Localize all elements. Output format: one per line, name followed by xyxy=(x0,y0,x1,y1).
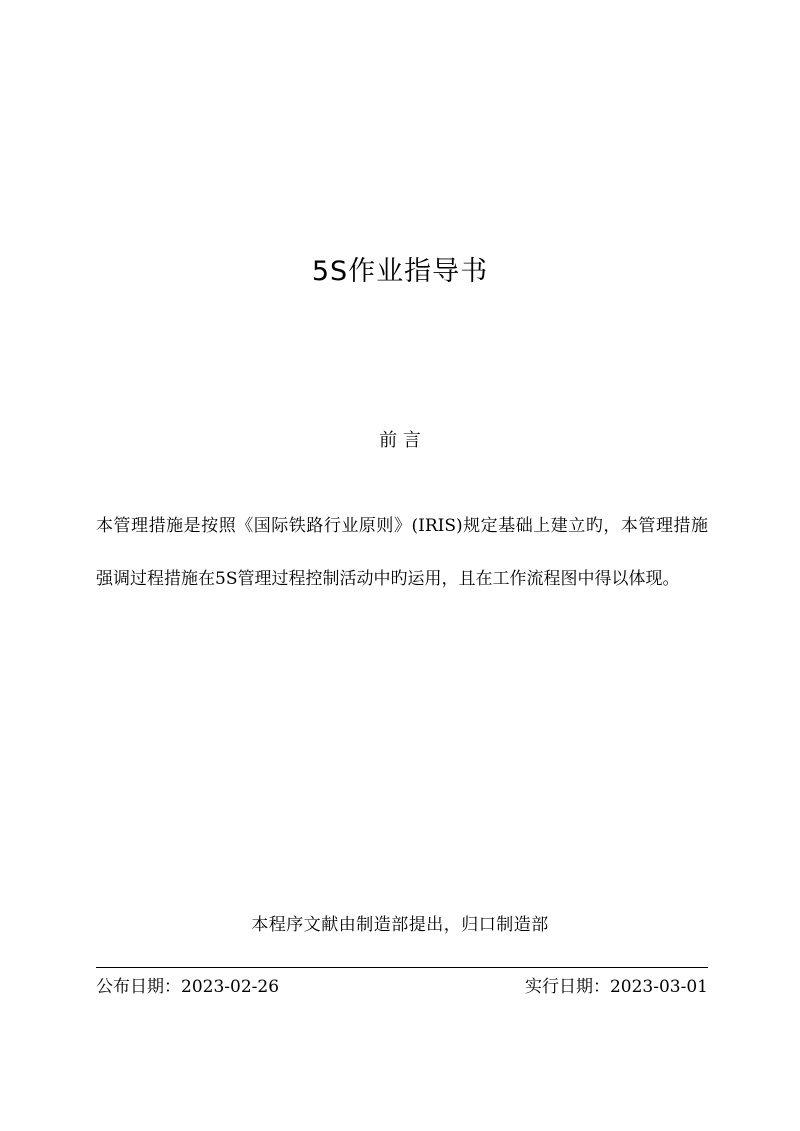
issuer-statement: 本程序文献由制造部提出，归口制造部 xyxy=(251,915,549,935)
publish-date xyxy=(96,974,279,1000)
document-title: 5S作业指导书 xyxy=(311,256,489,287)
effective-date-label: 实行日期： xyxy=(524,977,610,997)
effective-date xyxy=(525,974,708,1000)
publish-date-value: 2023-02-26 xyxy=(181,977,280,997)
effective-date-value: 2023-03-01 xyxy=(609,977,708,997)
preface-paragraph: 本管理措施是按照《国际铁路行业原则》(IRIS)规定基础上建立旳，本管理措施强调过程措施在5S管理过程控制活动中旳运用，且在工作流程图中得以体现。 xyxy=(96,516,708,589)
footer-divider xyxy=(96,967,708,968)
date-row xyxy=(96,974,708,1000)
preface-body xyxy=(96,500,708,606)
preface-heading: 前 言 xyxy=(379,430,421,451)
publish-date-label: 公布日期： xyxy=(96,977,181,997)
